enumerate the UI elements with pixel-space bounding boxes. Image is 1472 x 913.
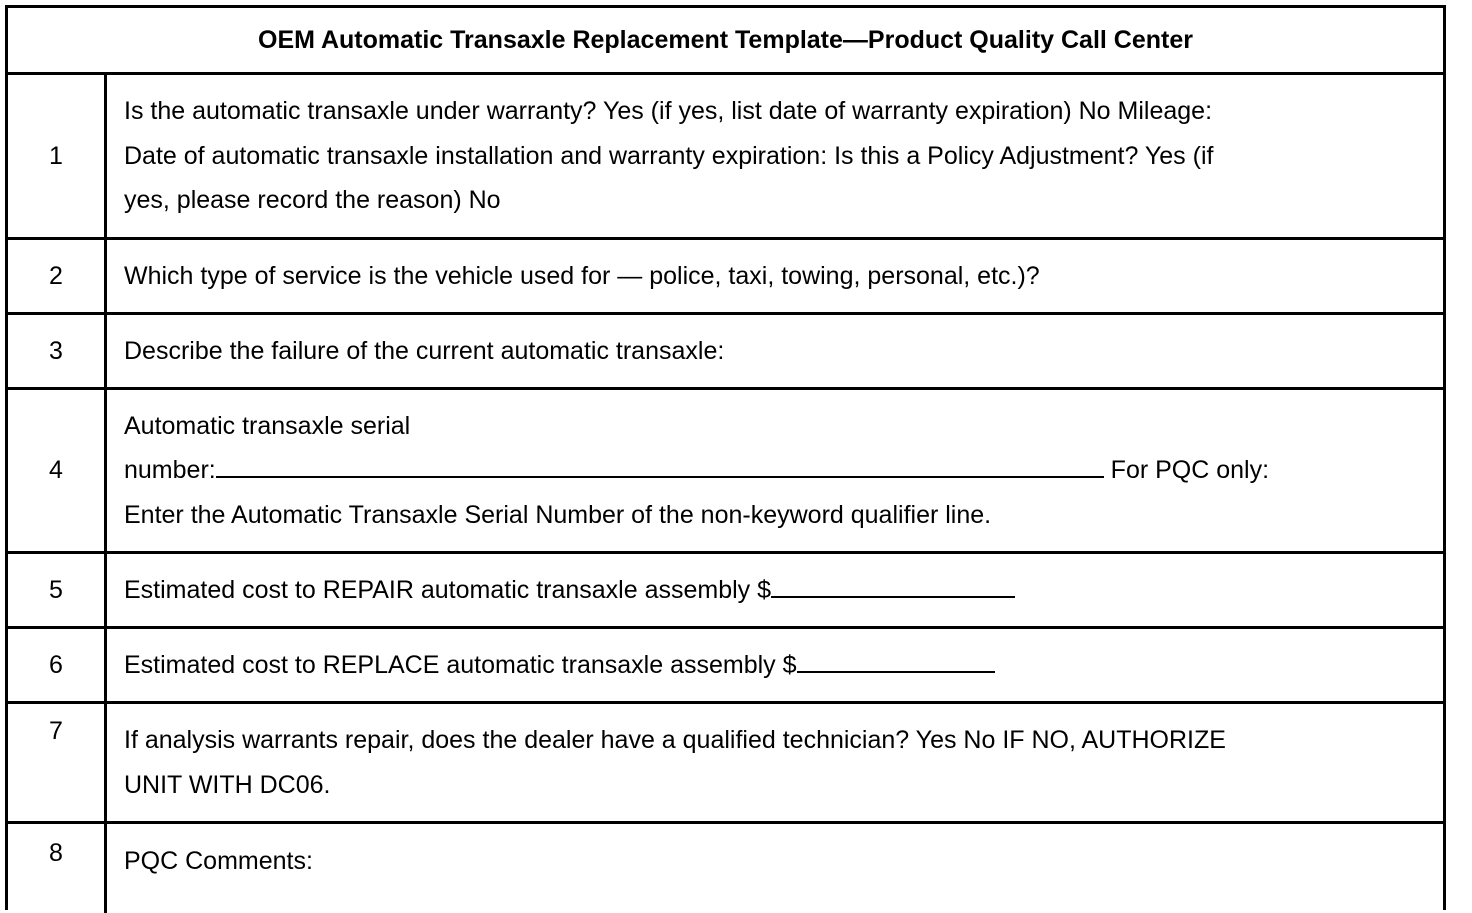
row-content [107, 704, 1443, 821]
row-number: 4 [8, 390, 107, 551]
table-row-3 [8, 315, 1443, 390]
template-table [5, 5, 1446, 910]
row-number: 2 [8, 240, 107, 312]
row-content [107, 554, 1443, 626]
replace-cost-blank[interactable] [797, 645, 995, 673]
row-text-line: If analysis warrants repair, does the dealer have a qualified technician? Yes No IF NO, AUTHORIZE [124, 726, 1226, 754]
row-text-line: Date of automatic transaxle installation and warranty expiration: Is this a Policy Adjustment? Yes (if [124, 141, 1214, 170]
repair-cost-label: Estimated cost to REPAIR automatic transaxle assembly $ [124, 575, 772, 604]
row-text: PQC Comments: [124, 847, 313, 875]
serial-number-label: number: [124, 456, 216, 485]
table-title: OEM Automatic Transaxle Replacement Template—Product Quality Call Center [8, 8, 1443, 75]
row-number: 8 [8, 824, 107, 913]
row-content [107, 390, 1443, 551]
row-text-line: Is the automatic transaxle under warranty? Yes (if yes, list date of warranty expiration) No Mileage: [124, 97, 1213, 126]
row-text-line: Enter the Automatic Transaxle Serial Number of the non-keyword qualifier line. [124, 500, 992, 529]
row-number: 5 [8, 554, 107, 626]
row-content [107, 629, 1443, 701]
table-row-1 [8, 75, 1443, 240]
replace-cost-label: Estimated cost to REPLACE automatic transaxle assembly $ [124, 650, 797, 679]
table-row-4 [8, 390, 1443, 554]
table-row-6 [8, 629, 1443, 704]
row-text-line: Automatic transaxle serial [124, 411, 411, 440]
table-row-8 [8, 824, 1443, 913]
pqc-only-label: For PQC only: [1110, 456, 1270, 485]
row-number: 3 [8, 315, 107, 387]
table-row-2 [8, 240, 1443, 315]
row-number: 6 [8, 629, 107, 701]
repair-cost-blank[interactable] [771, 570, 1015, 598]
serial-number-blank[interactable] [216, 450, 1104, 478]
row-text: Which type of service is the vehicle used for — police, taxi, towing, personal, etc.)? [124, 261, 1040, 290]
row-content [107, 315, 1443, 387]
row-content [107, 75, 1443, 237]
row-number: 1 [8, 75, 107, 237]
row-content [107, 240, 1443, 312]
serial-number-line [124, 448, 1269, 493]
row-text: Describe the failure of the current automatic transaxle: [124, 336, 725, 365]
table-row-5 [8, 554, 1443, 629]
table-row-7 [8, 704, 1443, 824]
row-content [107, 824, 1443, 913]
row-text-line: UNIT WITH DC06. [124, 770, 331, 799]
row-text-line: yes, please record the reason) No [124, 186, 501, 215]
row-number: 7 [8, 704, 107, 821]
